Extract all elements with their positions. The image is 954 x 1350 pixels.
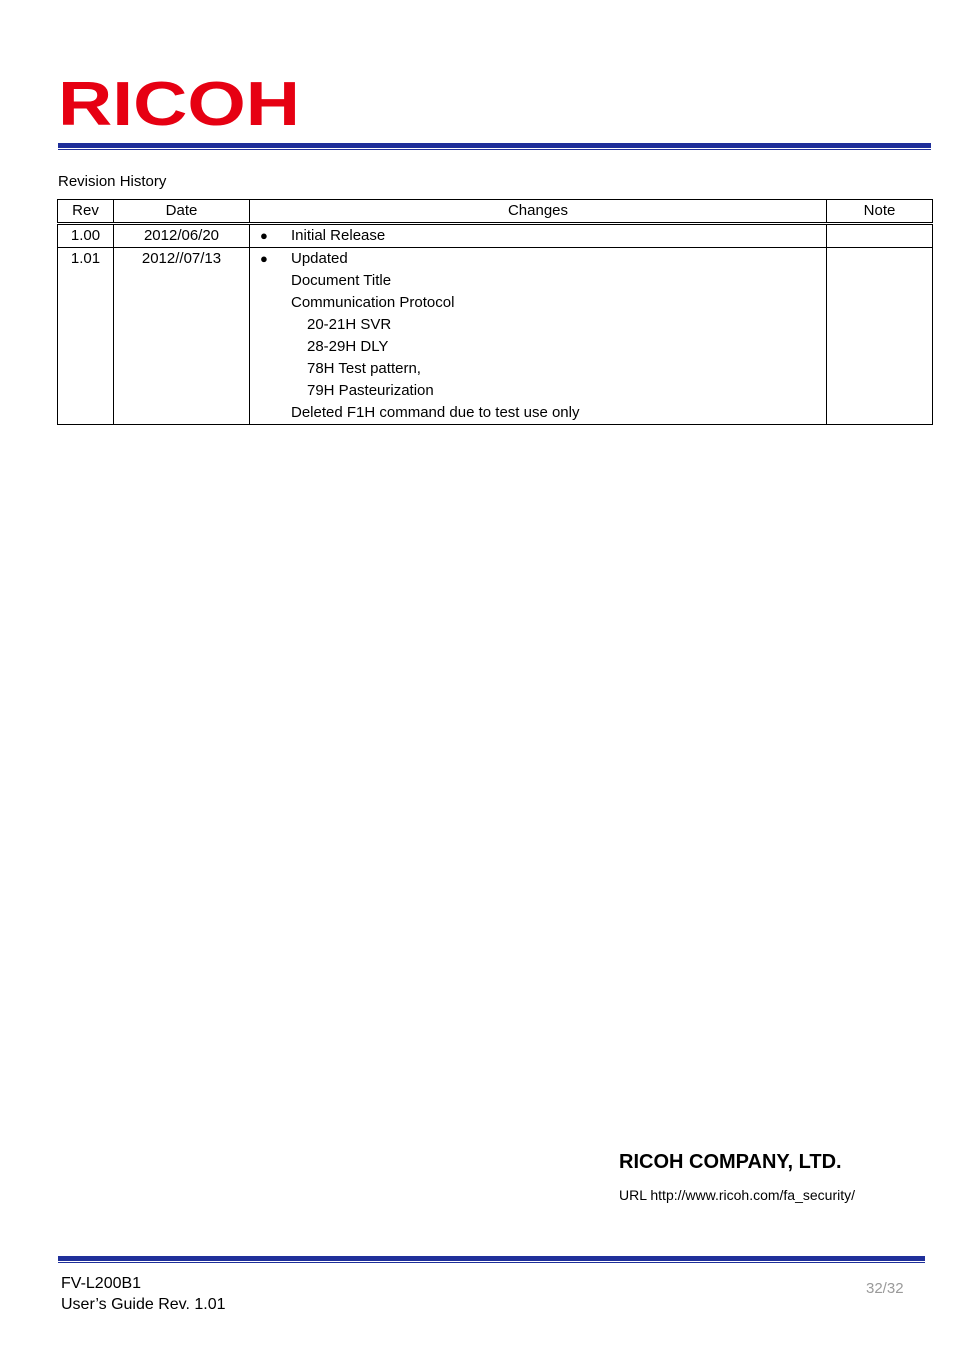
header-rev: Rev xyxy=(58,200,114,224)
ricoh-logo xyxy=(58,78,300,128)
header-rule xyxy=(58,143,931,148)
change-text: Updated xyxy=(291,250,348,267)
footer-model: FV-L200B1 xyxy=(61,1275,142,1292)
change-line: Deleted F1H command due to test use only xyxy=(291,404,580,421)
change-subline: 79H Pasteurization xyxy=(307,382,434,399)
change-line: Communication Protocol xyxy=(291,294,455,311)
date-cell: 2012//07/13 xyxy=(114,248,250,425)
section-title: Revision History xyxy=(58,173,167,190)
bullet-icon: ● xyxy=(260,228,268,243)
header-note: Note xyxy=(827,200,933,224)
header-date: Date xyxy=(114,200,250,224)
page-number: 32/32 xyxy=(866,1280,904,1297)
company-url: URL http://www.ricoh.com/fa_security/ xyxy=(619,1187,856,1203)
rev-cell: 1.01 xyxy=(58,248,114,425)
changes-cell xyxy=(250,224,827,248)
company-name: RICOH COMPANY, LTD. xyxy=(619,1151,842,1173)
change-bullet xyxy=(250,248,826,270)
change-subline: 78H Test pattern, xyxy=(307,360,421,377)
rev-cell: 1.00 xyxy=(58,224,114,248)
table-header-row xyxy=(58,200,933,224)
revision-history-table xyxy=(57,199,933,425)
change-text: Initial Release xyxy=(291,227,386,244)
header-changes: Changes xyxy=(250,200,827,224)
note-cell xyxy=(827,224,933,248)
table-row xyxy=(58,248,933,425)
footer-guide: User’s Guide Rev. 1.01 xyxy=(61,1296,226,1313)
change-line: Document Title xyxy=(291,272,392,289)
table-row xyxy=(58,224,933,248)
footer-rule xyxy=(58,1256,925,1261)
footer-doc-info xyxy=(61,1273,226,1315)
date-cell: 2012/06/20 xyxy=(114,224,250,248)
change-subline: 28-29H DLY xyxy=(307,338,389,355)
svg-text:RICOH: RICOH xyxy=(58,78,300,128)
changes-cell xyxy=(250,248,827,425)
note-cell xyxy=(827,248,933,425)
change-subline: 20-21H SVR xyxy=(307,316,392,333)
change-bullet xyxy=(250,225,826,247)
bullet-icon: ● xyxy=(260,251,268,266)
